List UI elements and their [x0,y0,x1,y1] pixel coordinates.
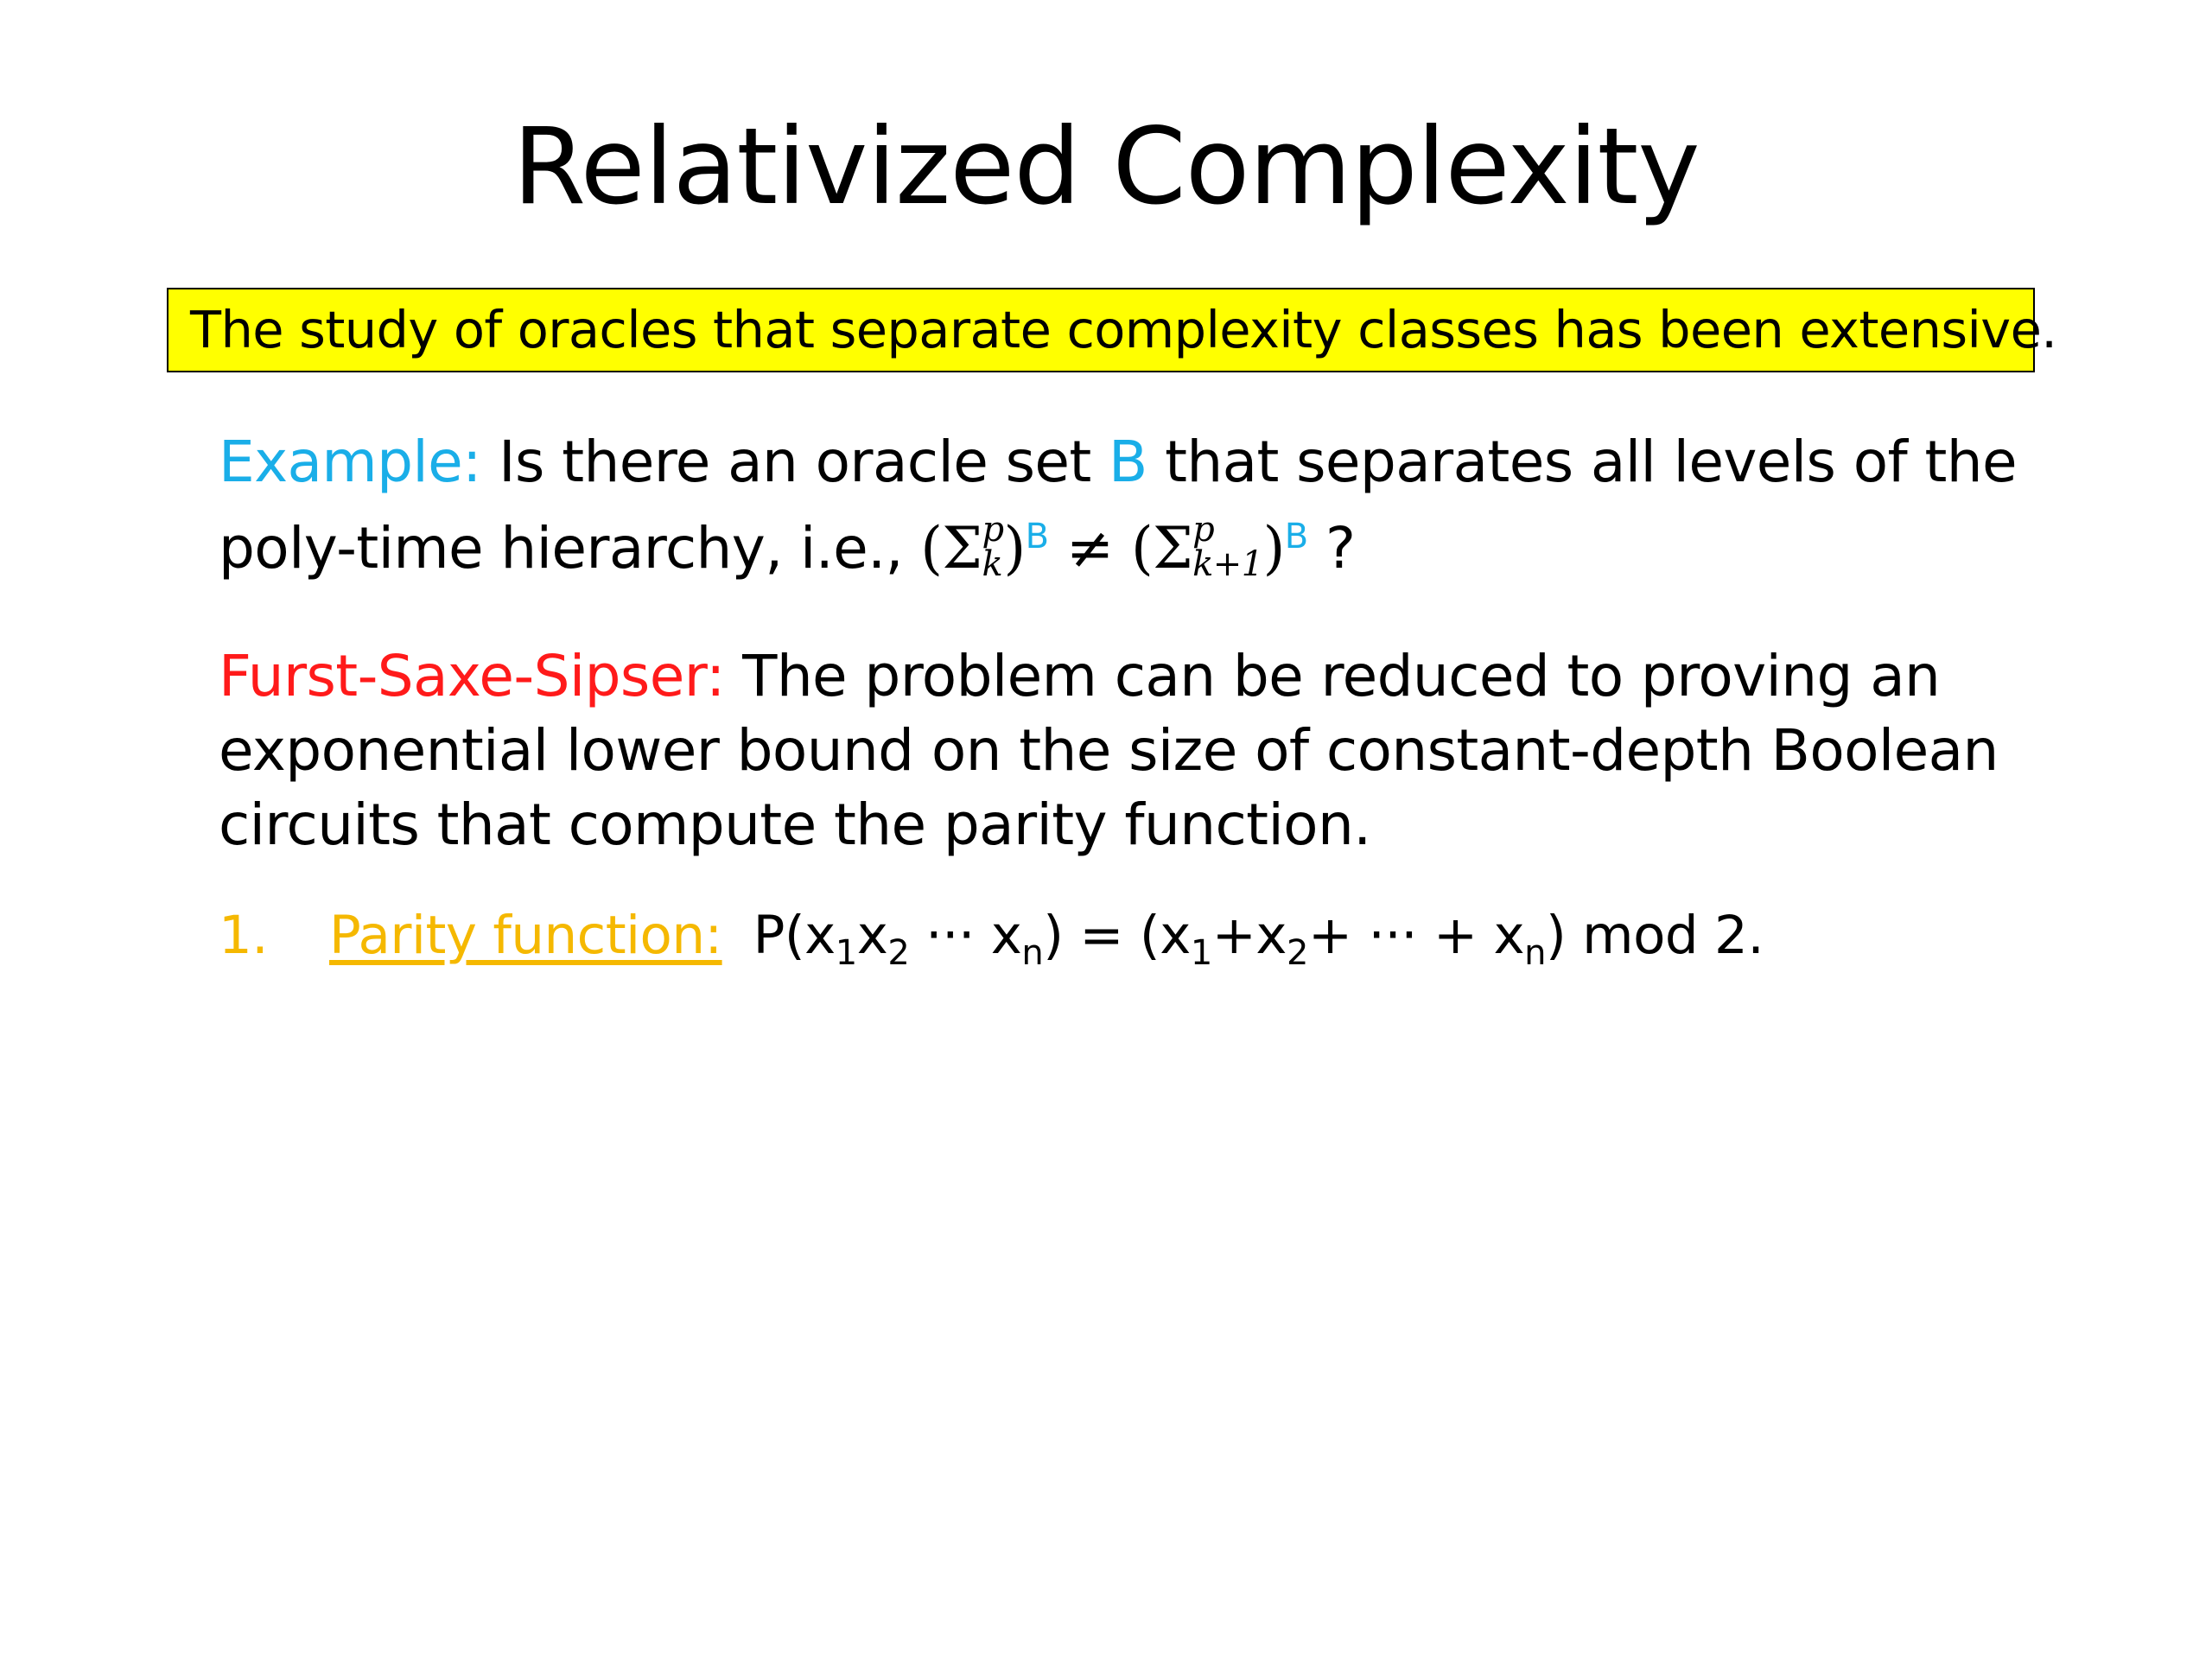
oracle-superscript: B [1025,517,1049,556]
oracle-symbol: B [1109,429,1147,495]
formula-part: ··· x [909,905,1022,966]
sigma-k1-scripts [1192,509,1263,584]
formula-sub: 2 [1286,933,1308,974]
formula-sub: 1 [835,933,857,974]
formula-sub: n [1524,933,1546,974]
sigma-sup-p: p [982,509,1004,550]
formula-part: ) mod 2. [1545,905,1764,966]
oracle-superscript-2: B [1284,517,1308,556]
sigma-open: (Σ [920,515,982,582]
fss-paragraph [219,639,2085,862]
formula-sub: 1 [1190,933,1212,974]
neq-sigma-open: ≠ (Σ [1048,515,1193,582]
sigma-k-scripts [982,509,1004,584]
example-lead: Example: [219,429,481,495]
formula-sub: 2 [887,933,910,974]
highlight-box: The study of oracles that separate complexity classes has been extensive. [167,288,2035,372]
sigma2-sub-k1: k+1 [1192,543,1263,584]
example-paragraph [219,425,2085,587]
formula-part: P(x [753,905,836,966]
formula-sub: n [1021,933,1044,974]
parity-formula [753,905,1764,974]
list-item [219,899,1764,990]
sigma-close: ) [1003,515,1026,582]
list-number: 1. [219,905,269,966]
example-text-2: that separates all levels of the poly-time hierarchy, i.e., [219,429,2017,582]
sigma-sub-k: k [982,543,1003,584]
formula-part: + ··· + x [1307,905,1525,966]
formula-part: ) = (x [1043,905,1191,966]
fss-lead: Furst-Saxe-Sipser: [219,643,725,709]
fss-text: The problem can be reduced to proving an exponential lower bound on the size of constant-depth Boolean circuits that compute the parity function. [219,643,1999,858]
example-text-1: Is there an oracle set [480,429,1109,495]
formula-part: +x [1211,905,1287,966]
sigma2-sup-p: p [1192,509,1215,550]
slide-title: Relativized Complexity [512,105,1700,228]
sigma2-close: ) [1262,515,1285,582]
example-question: ? [1307,515,1356,582]
formula-part: x [856,905,888,966]
parity-function-link[interactable]: Parity function: [329,905,722,966]
